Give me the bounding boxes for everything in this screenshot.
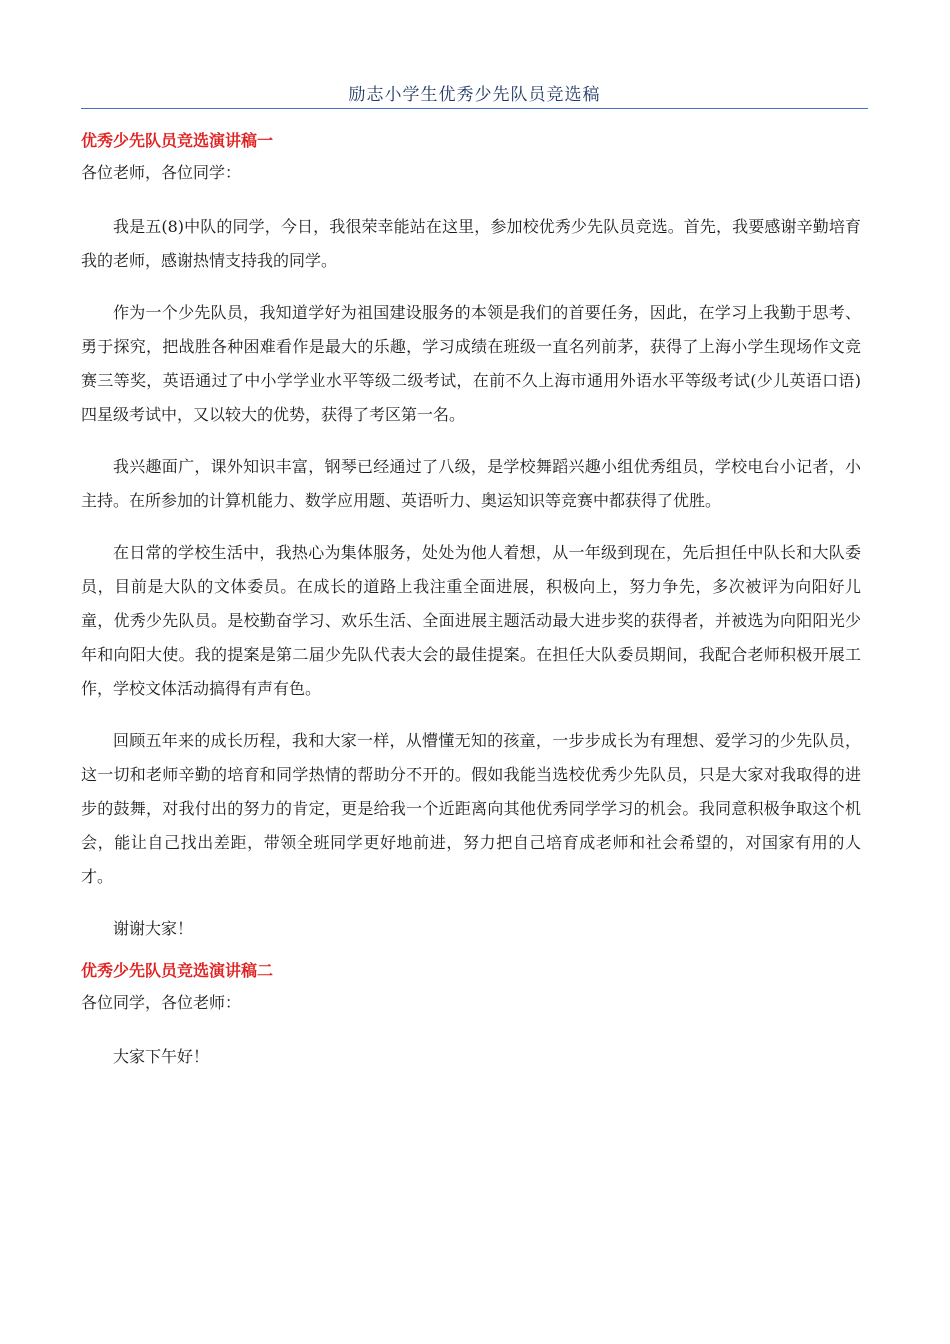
document-body <box>81 120 861 1074</box>
speech-1-closing: 谢谢大家！ <box>113 919 194 938</box>
document-header-title: 励志小学生优秀少先队员竞选稿 <box>348 85 601 105</box>
header-divider <box>81 108 868 109</box>
speech-1-paragraph-2: 作为一个少先队员，我知道学好为祖国建设服务的本领是我们的首要任务，因此，在学习上我勤于思考、勇于探究，把战胜各种困难看作是最大的乐趣，学习成绩在班级一直名列前茅，获得了上海小学生现场作文竞赛三等奖，英语通过了中小学学业水平等级二级考试，在前不久上海市通用外语水平等级考试(少儿英语口语)四星级考试中，又以较大的优势，获得了考区第一名。 <box>81 303 861 424</box>
speech-1-paragraph-5: 回顾五年来的成长历程，我和大家一样，从懵懂无知的孩童，一步步成长为有理想、爱学习的少先队员，这一切和老师辛勤的培育和同学热情的帮助分不开的。假如我能当选校优秀少先队员，只是大家对我取得的进步的鼓舞，对我付出的努力的肯定，更是给我一个近距离向其他优秀同学学习的机会。我同意积极争取这个机会，能让自己找出差距，带领全班同学更好地前进，努力把自己培育成老师和社会希望的，对国家有用的人才。 <box>81 731 861 886</box>
speech-1-paragraph-3: 我兴趣面广，课外知识丰富，钢琴已经通过了八级，是学校舞蹈兴趣小组优秀组员，学校电台小记者，小主持。在所参加的计算机能力、数学应用题、英语听力、奥运知识等竞赛中都获得了优胜。 <box>81 457 861 510</box>
speech-1-paragraph-4: 在日常的学校生活中，我热心为集体服务，处处为他人着想，从一年级到现在，先后担任中队长和大队委员，目前是大队的文体委员。在成长的道路上我注重全面进展，积极向上，努力争先，多次被评为向阳好儿童，优秀少先队员。是校勤奋学习、欢乐生活、全面进展主题活动最大进步奖的获得者，并被选为向阳阳光少年和向阳大使。我的提案是第二届少先队代表大会的最佳提案。在担任大队委员期间，我配合老师积极开展工作，学校文体活动搞得有声有色。 <box>81 543 861 698</box>
speech-2-paragraph-1: 大家下午好！ <box>113 1047 210 1066</box>
speech-2-salutation: 各位同学，各位老师： <box>81 993 242 1012</box>
speech-1-paragraph-1: 我是五(8)中队的同学，今日，我很荣幸能站在这里，参加校优秀少先队员竞选。首先，我要感谢辛勤培育我的老师，感谢热情支持我的同学。 <box>81 217 861 270</box>
speech-1-salutation: 各位老师，各位同学： <box>81 163 242 182</box>
speech-1-title: 优秀少先队员竞选演讲稿一 <box>81 131 274 150</box>
speech-2-title: 优秀少先队员竞选演讲稿二 <box>81 961 274 980</box>
